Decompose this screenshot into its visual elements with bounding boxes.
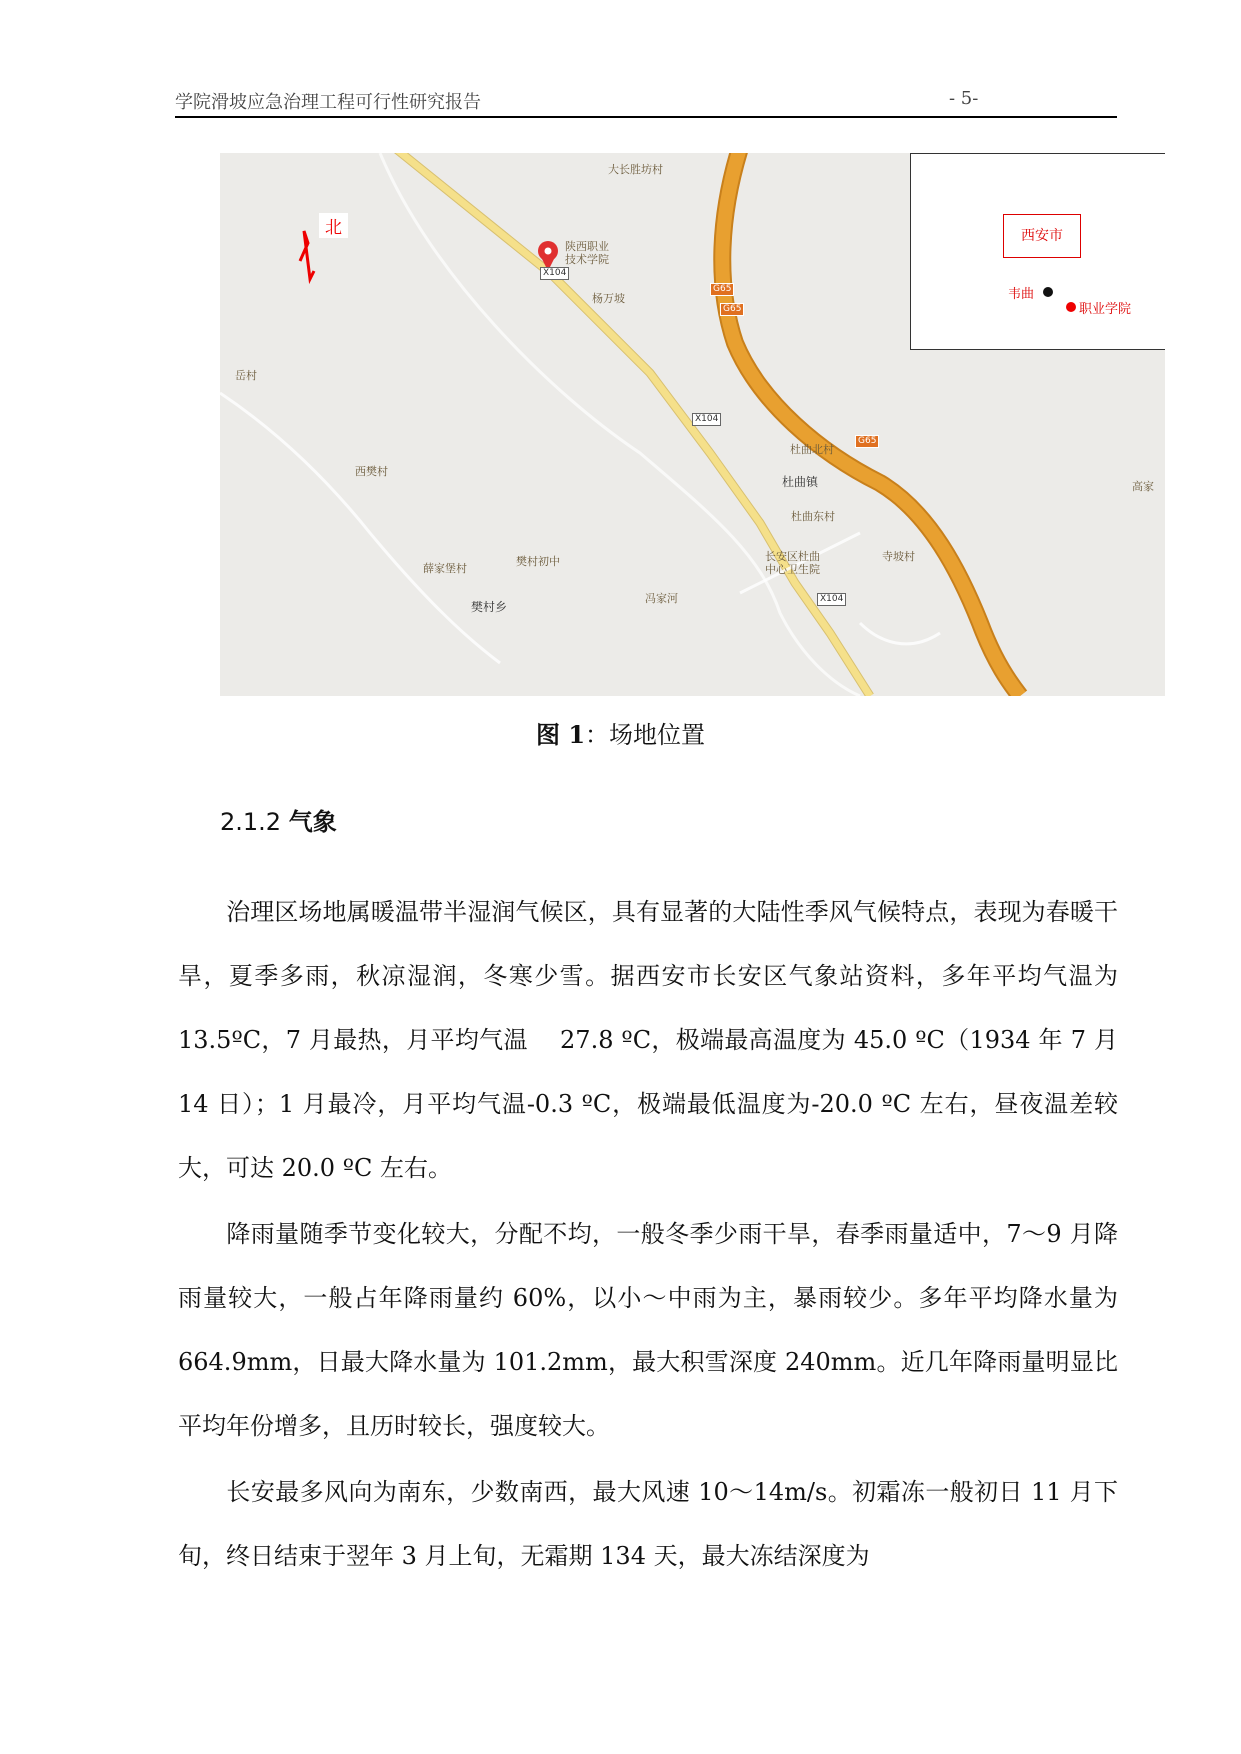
school-label: 樊村初中 <box>516 555 560 568</box>
village-label: 西樊村 <box>355 465 388 478</box>
town-label: 樊村乡 <box>471 600 508 614</box>
paragraph-text: 治理区场地属暖温带半湿润气候区，具有显著的大陆性季风气候特点，表现为春暖干旱，夏季多雨，秋凉湿润，冬寒少雪。据西安市长安区气象站资料，多年平均气温为 13.5ºC，7 月最热，月平均气温 27.8 ºC，极端最高温度为 45.0 ºC（1934 年 7 月 14 日）；1 月最冷，月平均气温-0.3 ºC，极端最低温度为-20.0 ºC 左右，昼夜温差较大，可达 20.0 ºC 左右。 <box>178 898 1118 1182</box>
site-location-map <box>220 153 1165 696</box>
road-shield-x104: X104 <box>540 267 569 280</box>
town-label: 杜曲镇 <box>782 475 819 489</box>
village-label: 冯家河 <box>645 592 678 605</box>
road-shield-x104: X104 <box>817 593 846 606</box>
paragraph <box>178 880 1118 1200</box>
village-label: 寺坡村 <box>882 550 915 563</box>
village-label: 杨万坡 <box>592 292 625 305</box>
inset-college-label: 职业学院 <box>1079 302 1132 317</box>
village-label: 高家 <box>1132 480 1154 493</box>
inset-city-label: 西安市 <box>1003 214 1081 258</box>
section-number: 2.1.2 <box>220 808 282 836</box>
hospital-label-line1: 长安区杜曲 <box>765 550 820 563</box>
college-label-line1: 陕西职业 <box>565 240 609 253</box>
village-label: 薛家堡村 <box>423 562 467 575</box>
north-arrow-icon <box>300 231 314 279</box>
page-header <box>175 88 1117 118</box>
paragraph <box>178 1460 1118 1588</box>
figure-caption <box>0 715 1241 750</box>
paragraph-text: 降雨量随季节变化较大，分配不均，一般冬季少雨干旱，春季雨量适中，7～9 月降雨量较大，一般占年降雨量约 60%，以小～中雨为主，暴雨较少。多年平均降水量为 664.9mm，日最大降水量为 101.2mm，最大积雪深度 240mm。近几年降雨量明显比平均年份增多，且历时较长，强度较大。 <box>178 1220 1118 1440</box>
highway-shield-g65: G65 <box>710 283 734 296</box>
section-title: 气象 <box>288 808 337 836</box>
caption-label: 图 1 <box>535 720 586 749</box>
college-dot-icon <box>1066 302 1076 312</box>
village-label: 杜曲东村 <box>791 510 835 523</box>
page-number: - 5- <box>949 88 979 109</box>
village-label: 岳村 <box>235 369 257 382</box>
caption-text: 场地位置 <box>609 721 706 749</box>
hospital-label-line2: 中心卫生院 <box>765 563 820 576</box>
highway-shield-g65: G65 <box>855 435 879 448</box>
inset-map <box>910 153 1165 350</box>
college-label-line2: 技术学院 <box>565 253 609 266</box>
village-label: 大长胜坊村 <box>608 163 663 176</box>
weiqu-dot-icon <box>1043 287 1053 297</box>
road-shield-x104: X104 <box>692 413 721 426</box>
highway-shield-g65: G65 <box>720 303 744 316</box>
paragraph-text: 长安最多风向为南东，少数南西，最大风速 10～14m/s。初霜冻一般初日 11 月下旬，终日结束于翌年 3 月上旬，无霜期 134 天，最大冻结深度为 <box>178 1478 1118 1570</box>
village-label: 杜曲北村 <box>790 443 834 456</box>
paragraph <box>178 1202 1118 1458</box>
section-heading <box>220 802 337 837</box>
north-label: 北 <box>319 213 348 238</box>
inset-weiqu-label: 韦曲 <box>1008 287 1035 302</box>
header-title: 学院滑坡应急治理工程可行性研究报告 <box>175 92 481 113</box>
caption-sep: ： <box>585 721 610 749</box>
